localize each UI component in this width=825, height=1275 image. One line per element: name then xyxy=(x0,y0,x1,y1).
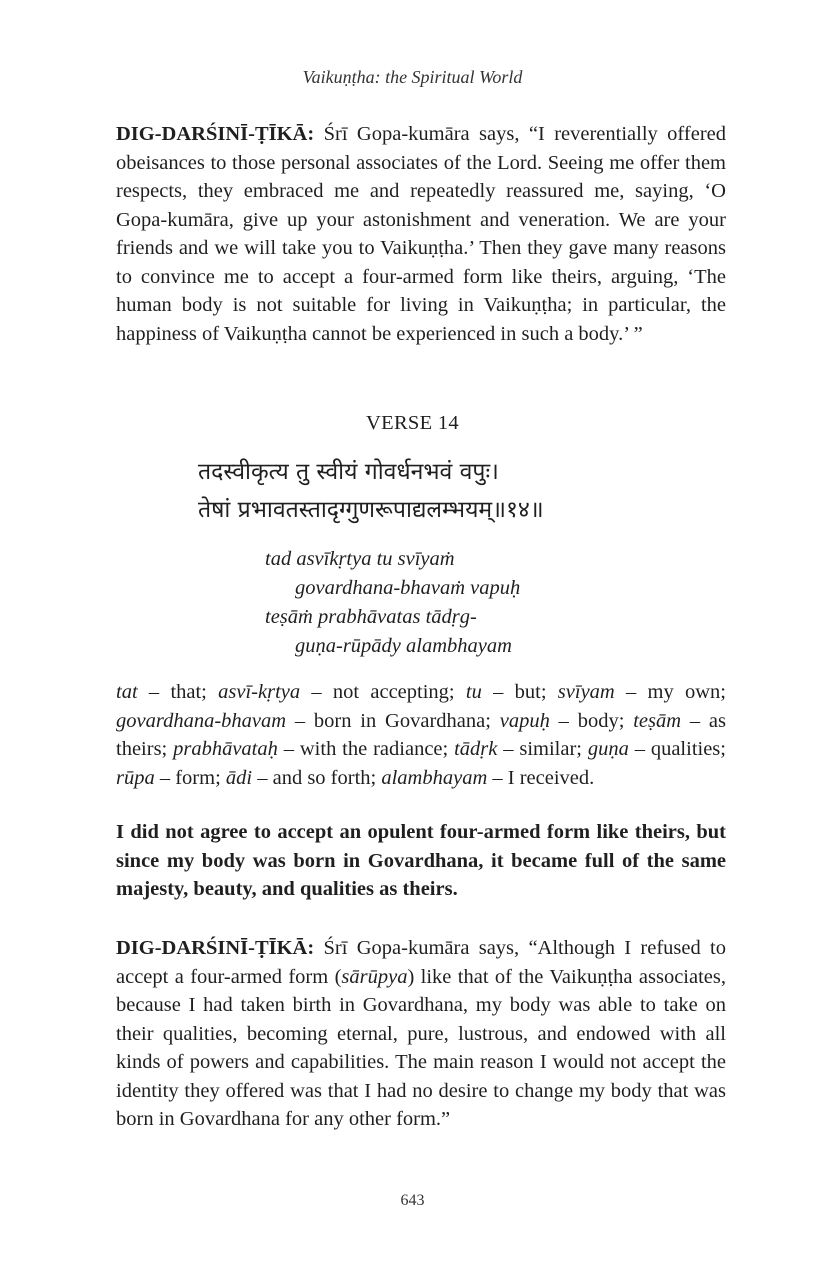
commentary-text: Śrī Gopa-kumāra says, “I reverentially offered obeisances to those personal associates of the Lord. Seeing me offer them respects, they embraced me and repeatedly reassured me, saying, ‘O Gopa-kumāra, give up your astonishment and veneration. We are your friends and we will take you to Vaikuṇṭha.’ Then they gave many reasons to convince me to accept a four-armed form like theirs, arguing, ‘The human body is not suitable for living in Vaikuṇṭha; in particular, the happiness of Vaikuṇṭha cannot be experienced in such a body.’ ” xyxy=(116,123,726,345)
commentary-text: Śrī Gopa-kumāra says, “Although I refused to accept a four-armed form ( xyxy=(116,937,726,988)
transliteration-block xyxy=(265,545,725,661)
synonym-term: govardhana-bhavam xyxy=(116,709,287,732)
synonyms-paragraph xyxy=(116,678,726,792)
synonym-term: tat xyxy=(116,681,138,703)
synonym-term: teṣām xyxy=(633,709,682,732)
synonym-term: vapuḥ xyxy=(499,709,550,732)
verse-heading: VERSE 14 xyxy=(366,412,459,434)
synonym-term: tādṛk xyxy=(454,738,498,760)
synonym-term: prabhāvataḥ xyxy=(173,738,278,760)
synonym-meaning: – qualities; xyxy=(628,738,726,760)
synonym-term: svīyam xyxy=(557,681,615,703)
commentary-paragraph-2 xyxy=(116,934,726,1134)
commentary-text: ) like that of the Vaikuṇṭha associates, because I had taken birth in Govardhana, my body was able to take on their qualities, becoming eternal, pure, lustrous, and endowed with all kinds of powers and capabilities. The main reason I would not accept the identity they offered was that I had no desire to change my body that was born in Govardhana for any other form.” xyxy=(116,965,726,1130)
synonym-term: ādi xyxy=(225,766,253,789)
synonym-term: alambhayam xyxy=(381,766,488,789)
synonym-term: guṇa xyxy=(587,738,629,760)
commentary-label: DIG-DARŚINĪ-ṬĪKĀ: xyxy=(116,123,315,145)
synonym-term: asvī-kṛtya xyxy=(218,681,301,703)
synonym-meaning: – I received. xyxy=(487,766,595,789)
transliteration-line: govardhana-bhavaṁ vapuḥ xyxy=(295,577,521,599)
synonym-term: tu xyxy=(465,681,482,703)
running-head: Vaikuṇṭha: the Spiritual World xyxy=(302,67,523,87)
synonym-meaning: – born in Govardhana; xyxy=(286,709,500,732)
devanagari-line-1: तदस्वीकृत्य तु स्वीयं गोवर्धनभवं वपुः। xyxy=(198,459,499,485)
synonym-meaning: – with the radiance; xyxy=(277,738,455,760)
commentary-italic-term: sārūpya xyxy=(341,965,408,988)
synonym-meaning: – not accepting; xyxy=(300,681,466,703)
synonym-meaning: – body; xyxy=(549,709,634,732)
transliteration-line: teṣāṁ prabhāvatas tādṛg- xyxy=(265,606,477,628)
commentary-paragraph-1 xyxy=(116,120,726,348)
synonym-meaning: – my own; xyxy=(614,681,726,703)
commentary-label: DIG-DARŚINĪ-ṬĪKĀ: xyxy=(116,937,315,959)
synonym-meaning: – as theirs; xyxy=(116,709,726,760)
page-number: 643 xyxy=(400,1192,425,1209)
synonym-meaning: – but; xyxy=(481,681,558,703)
transliteration-line: tad asvīkṛtya tu svīyaṁ xyxy=(265,548,455,570)
transliteration-line: guṇa-rūpādy alambhayam xyxy=(295,635,512,657)
synonym-meaning: – and so forth; xyxy=(252,766,382,789)
synonym-meaning: – form; xyxy=(154,766,226,789)
devanagari-line-2: तेषां प्रभावतस्तादृग्गुणरूपाद्यलम्भयम्॥१४॥ xyxy=(198,497,544,523)
synonym-meaning: – that; xyxy=(137,681,219,703)
synonym-meaning: – similar; xyxy=(497,738,588,760)
synonym-term: rūpa xyxy=(116,766,155,789)
translation-paragraph: I did not agree to accept an opulent four-armed form like theirs, but since my body was born in Govardhana, it became full of the same majesty, beauty, and qualities as theirs. xyxy=(116,821,726,900)
